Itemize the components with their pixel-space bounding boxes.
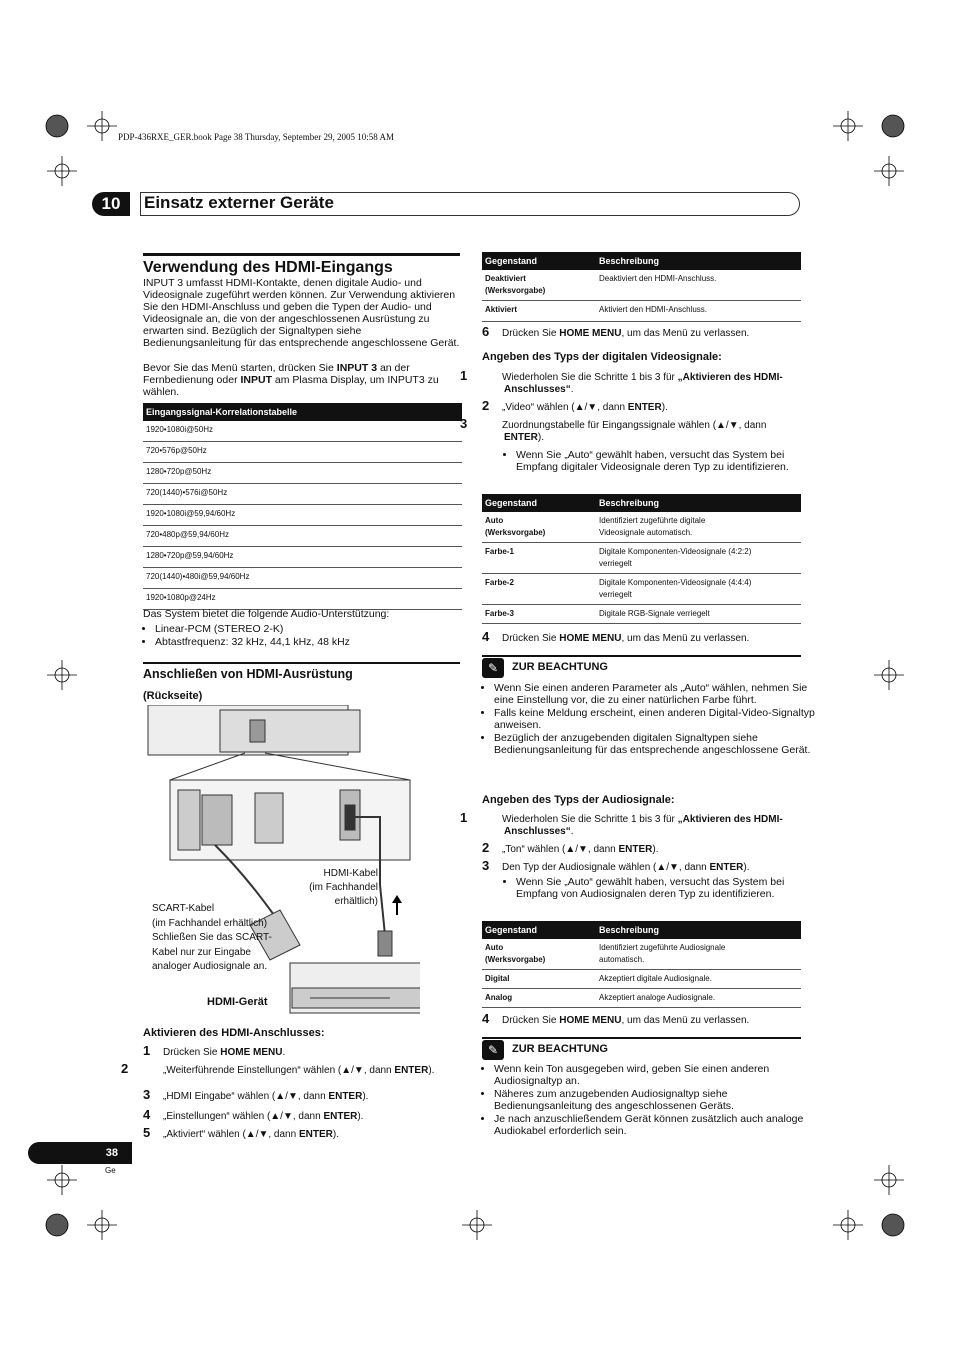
step: 4 Drücken Sie HOME MENU, um das Menü zu verlassen.: [482, 1011, 750, 1026]
note-rule: [482, 655, 801, 657]
correlation-table: [143, 403, 462, 610]
table-row: Aktiviert: [482, 301, 596, 322]
page-number: 38: [28, 1142, 132, 1164]
video-type-table: Gegenstand Beschreibung Auto (Werksvorgabe) Identifiziert zugeführte digitale Videosignale automatisch. Farbe-1 Digitale Komponenten-Videosignale (4:2:2) verriegelt Farbe-2 Digitale Komponenten-Videosignale (4:4:4) verriegelt Farbe-3 Digitale RGB-Signale verriegelt: [482, 494, 801, 624]
table-row: 1920•1080i@59,94/60Hz: [143, 505, 462, 526]
table-row: Farbe-1: [482, 543, 596, 574]
activate-steps: [121, 1043, 460, 1145]
step: 3 Den Typ der Audiosignale wählen (▲/▼, dann ENTER).: [482, 858, 750, 873]
step: 2 „Ton“ wählen (▲/▼, dann ENTER).: [482, 840, 659, 855]
table-row: 1920•1080i@50Hz: [143, 421, 462, 442]
scart-cable-label: SCART-Kabel (im Fachhandel erhältlich) Schließen Sie das SCART- Kabel nur zur Eingabe analoger Audiosignale an.: [152, 903, 272, 972]
section-heading: Verwendung des HDMI-Eingangs: [143, 259, 393, 276]
table-row: 720(1440)•576i@50Hz: [143, 484, 462, 505]
table-row: Analog: [482, 989, 596, 1008]
enable-table: Gegenstand Beschreibung Deaktiviert (Werksvorgabe) Deaktiviert den HDMI-Anschluss. Aktiviert Aktiviert den HDMI-Anschluss.: [482, 252, 801, 322]
note-label: ZUR BEACHTUNG: [512, 661, 608, 673]
table-row: 1280•720p@59,94/60Hz: [143, 547, 462, 568]
connection-diagram: [140, 705, 420, 1025]
step: 2 „Video“ wählen (▲/▼, dann ENTER).: [482, 398, 668, 413]
note-label: ZUR BEACHTUNG: [512, 1043, 608, 1055]
table-row: Digital: [482, 970, 596, 989]
rear-label: (Rückseite): [143, 690, 203, 702]
video-steps: [460, 368, 801, 444]
hdmi-device-label: HDMI-Gerät: [207, 996, 268, 1008]
note-rule: [482, 1037, 801, 1039]
connect-heading: Anschließen von HDMI-Ausrüstung: [143, 667, 353, 681]
table-header: Eingangssignal-Korrelationstabelle: [143, 403, 462, 421]
table-row: 720•480p@59,94/60Hz: [143, 526, 462, 547]
table-row: Deaktiviert (Werksvorgabe): [482, 270, 596, 301]
step: 4 „Einstellungen“ wählen (▲/▼, dann ENTER).: [143, 1107, 364, 1122]
arrow-up-icon: [392, 895, 402, 915]
table-row: 720•576p@50Hz: [143, 442, 462, 463]
video-bullet-list: [500, 449, 816, 474]
video-heading: Angeben des Typs der digitalen Videosignale:: [482, 351, 722, 363]
section-rule: [143, 253, 460, 256]
step: 1 Wiederholen Sie die Schritte 1 bis 3 für „Aktivieren des HDMI-Anschlusses“.: [460, 810, 783, 837]
note-icon: ✎: [482, 658, 504, 678]
list-item: • Linear-PCM (STEREO 2-K): [155, 623, 472, 635]
audio-heading: Angeben des Typs der Audiosignale:: [482, 794, 675, 806]
intro-paragraph: INPUT 3 umfasst HDMI-Kontakte, denen digitale Audio- und Videosignale zugeführt werden können. Zur Verwendung aktivieren Sie den HDMI-Anschluss und geben die Typen der Audio- und Videosignale an, die von der angeschlossenen Ausrüstung zu erwarten sind. Bezüglich der Signaltypen siehe Bedienungsanleitung für das entsprechende angeschlossene Gerät.: [143, 277, 460, 349]
list-item: • Wenn Sie einen anderen Parameter als „Auto“ wählen, nehmen Sie eine Einstellung vor, die zu einer natürlichen Farbe führt.: [494, 682, 816, 706]
note-list: [478, 1063, 816, 1138]
step: 3 „HDMI Eingabe“ wählen (▲/▼, dann ENTER).: [143, 1087, 369, 1102]
chapter-number: 10: [92, 192, 130, 216]
step: 1 Wiederholen Sie die Schritte 1 bis 3 für „Aktivieren des HDMI-Anschlusses“.: [460, 368, 783, 395]
list-item: • Wenn kein Ton ausgegeben wird, geben Sie einen anderen Audiosignaltyp an.: [494, 1063, 816, 1087]
audio-type-table: Gegenstand Beschreibung Auto (Werksvorgabe) Identifiziert zugeführte Audiosignale automatisch. Digital Akzeptiert digitale Audiosignale. Analog Akzeptiert analoge Audiosignale.: [482, 921, 801, 1008]
list-item: • Wenn Sie „Auto“ gewählt haben, versucht das System bei Empfang von Audiosignalen deren Typ zu identifizieren.: [516, 876, 816, 900]
step: 5 „Aktiviert“ wählen (▲/▼, dann ENTER).: [143, 1125, 339, 1140]
audio-support-text: Das System bietet die folgende Audio-Unterstützung:: [143, 608, 390, 620]
audio-bullet-list: [500, 876, 816, 901]
step: 1 Drücken Sie HOME MENU.: [143, 1043, 286, 1058]
audio-support-list: [139, 623, 472, 649]
activate-heading: Aktivieren des HDMI-Anschlusses:: [143, 1027, 325, 1039]
hdmi-cable-label: HDMI-Kabel (im Fachhandel erhältlich): [309, 868, 378, 907]
table-row: Auto (Werksvorgabe): [482, 512, 596, 543]
page-language: Ge: [105, 1166, 116, 1175]
list-item: • Näheres zum anzugebenden Audiosignaltyp siehe Bedienungsanleitung des angeschlossenen Geräts.: [494, 1088, 816, 1112]
table-row: Farbe-2: [482, 574, 596, 605]
table-row: 720(1440)•480i@59,94/60Hz: [143, 568, 462, 589]
note-icon: ✎: [482, 1040, 504, 1060]
list-item: • Falls keine Meldung erscheint, einen anderen Digital-Video-Signaltyp anweisen.: [494, 707, 816, 731]
table-row: Farbe-3: [482, 605, 596, 624]
list-item: • Je nach anzuschließendem Gerät können zusätzlich auch analoge Audiokabel erforderlich sein.: [494, 1113, 816, 1137]
step: 3 Zuordnungstabelle für Eingangssignale wählen (▲/▼, dann ENTER).: [460, 416, 767, 443]
step: 2 „Weiterführende Einstellungen“ wählen (▲/▼, dann ENTER).: [121, 1061, 435, 1076]
subsection-rule: [143, 662, 460, 664]
table-row: Auto (Werksvorgabe): [482, 939, 596, 970]
file-info-line: PDP-436RXE_GER.book Page 38 Thursday, September 29, 2005 10:58 AM: [118, 132, 394, 142]
list-item: • Bezüglich der anzugebenden digitalen Signaltypen siehe Bedienungsanleitung für das entsprechende angeschlossene Gerät.: [494, 732, 816, 756]
note-list: [478, 682, 816, 757]
step: 4 Drücken Sie HOME MENU, um das Menü zu verlassen.: [482, 629, 750, 644]
table-row: 1920•1080p@24Hz: [143, 589, 462, 610]
audio-steps: [460, 810, 801, 876]
chapter-title: Einsatz externer Geräte: [144, 193, 334, 212]
list-item: • Wenn Sie „Auto“ gewählt haben, versucht das System bei Empfang digitaler Videosignale deren Typ zu identifizieren.: [516, 449, 816, 473]
table-row: 1280•720p@50Hz: [143, 463, 462, 484]
step: 6 Drücken Sie HOME MENU, um das Menü zu verlassen.: [482, 324, 750, 339]
list-item: • Abtastfrequenz: 32 kHz, 44,1 kHz, 48 kHz: [155, 636, 472, 648]
intro-paragraph-2: Bevor Sie das Menü starten, drücken Sie INPUT 3 an der Fernbedienung oder INPUT am Plasma Display, um INPUT3 zu wählen.: [143, 362, 439, 398]
